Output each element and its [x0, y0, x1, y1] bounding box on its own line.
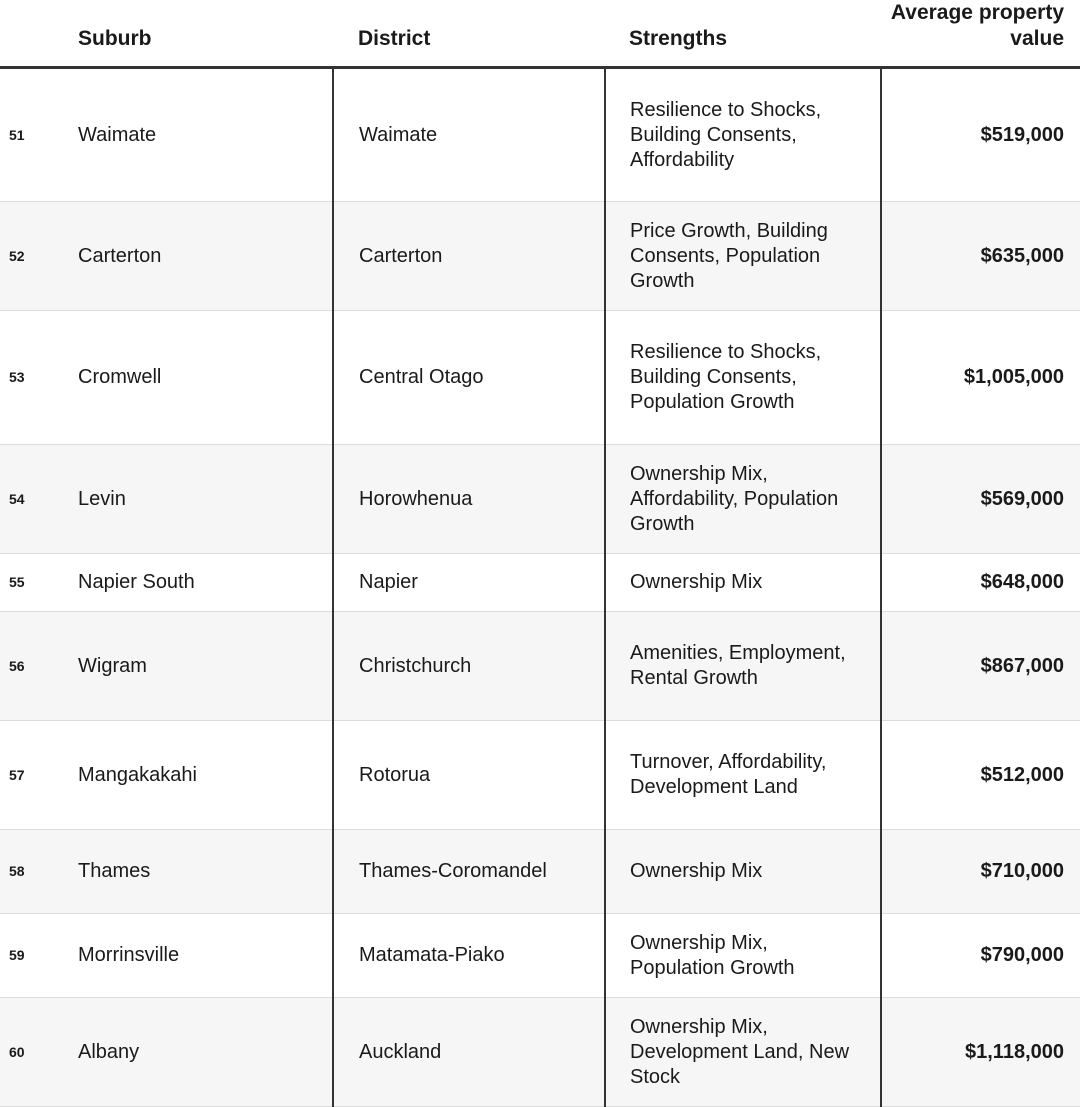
suburb-cell: Levin	[53, 445, 333, 554]
property-value-cell: $648,000	[881, 554, 1080, 612]
suburb-cell: Cromwell	[53, 311, 333, 445]
table-row	[0, 202, 1080, 311]
header-row	[0, 0, 1080, 68]
rank-cell: 59	[0, 914, 53, 998]
table-row	[0, 612, 1080, 721]
suburb-cell: Waimate	[53, 68, 333, 202]
rank-cell: 56	[0, 612, 53, 721]
district-cell: Carterton	[333, 202, 605, 311]
property-value-cell: $710,000	[881, 830, 1080, 914]
rank-cell: 52	[0, 202, 53, 311]
strengths-cell: Turnover, Affordability, Development Land	[605, 721, 881, 830]
table-row	[0, 721, 1080, 830]
district-cell: Central Otago	[333, 311, 605, 445]
header-rank	[0, 0, 53, 68]
suburb-cell: Albany	[53, 998, 333, 1107]
table-row	[0, 311, 1080, 445]
table-header	[0, 0, 1080, 68]
rank-cell: 57	[0, 721, 53, 830]
district-cell: Waimate	[333, 68, 605, 202]
suburb-cell: Morrinsville	[53, 914, 333, 998]
strengths-cell: Resilience to Shocks, Building Consents, Population Growth	[605, 311, 881, 445]
strengths-cell: Amenities, Employment, Rental Growth	[605, 612, 881, 721]
property-value-cell: $512,000	[881, 721, 1080, 830]
table-row	[0, 68, 1080, 202]
strengths-cell: Ownership Mix, Development Land, New Stock	[605, 998, 881, 1107]
property-value-cell: $790,000	[881, 914, 1080, 998]
district-cell: Horowhenua	[333, 445, 605, 554]
district-cell: Thames-Coromandel	[333, 830, 605, 914]
district-cell: Auckland	[333, 998, 605, 1107]
rank-cell: 55	[0, 554, 53, 612]
table-row	[0, 445, 1080, 554]
district-cell: Christchurch	[333, 612, 605, 721]
strengths-cell: Ownership Mix, Population Growth	[605, 914, 881, 998]
property-value-cell: $867,000	[881, 612, 1080, 721]
property-value-cell: $569,000	[881, 445, 1080, 554]
header-district: District	[333, 0, 605, 68]
strengths-cell: Ownership Mix	[605, 554, 881, 612]
table-body	[0, 68, 1080, 1107]
property-value-cell: $1,005,000	[881, 311, 1080, 445]
suburb-cell: Mangakakahi	[53, 721, 333, 830]
strengths-cell: Ownership Mix, Affordability, Population Growth	[605, 445, 881, 554]
suburb-cell: Wigram	[53, 612, 333, 721]
table-row	[0, 554, 1080, 612]
property-value-cell: $635,000	[881, 202, 1080, 311]
district-cell: Rotorua	[333, 721, 605, 830]
suburb-cell: Carterton	[53, 202, 333, 311]
header-strengths: Strengths	[605, 0, 881, 68]
table-row	[0, 914, 1080, 998]
district-cell: Matamata-Piako	[333, 914, 605, 998]
property-value-cell: $519,000	[881, 68, 1080, 202]
rank-cell: 53	[0, 311, 53, 445]
rank-cell: 60	[0, 998, 53, 1107]
property-value-cell: $1,118,000	[881, 998, 1080, 1107]
strengths-cell: Price Growth, Building Consents, Population Growth	[605, 202, 881, 311]
suburb-cell: Napier South	[53, 554, 333, 612]
rank-cell: 51	[0, 68, 53, 202]
table-row	[0, 830, 1080, 914]
strengths-cell: Ownership Mix	[605, 830, 881, 914]
suburb-cell: Thames	[53, 830, 333, 914]
header-average-property-value: Average property value	[881, 0, 1080, 68]
rank-cell: 58	[0, 830, 53, 914]
table-row	[0, 998, 1080, 1107]
strengths-cell: Resilience to Shocks, Building Consents, Affordability	[605, 68, 881, 202]
header-suburb: Suburb	[53, 0, 333, 68]
district-cell: Napier	[333, 554, 605, 612]
rank-cell: 54	[0, 445, 53, 554]
